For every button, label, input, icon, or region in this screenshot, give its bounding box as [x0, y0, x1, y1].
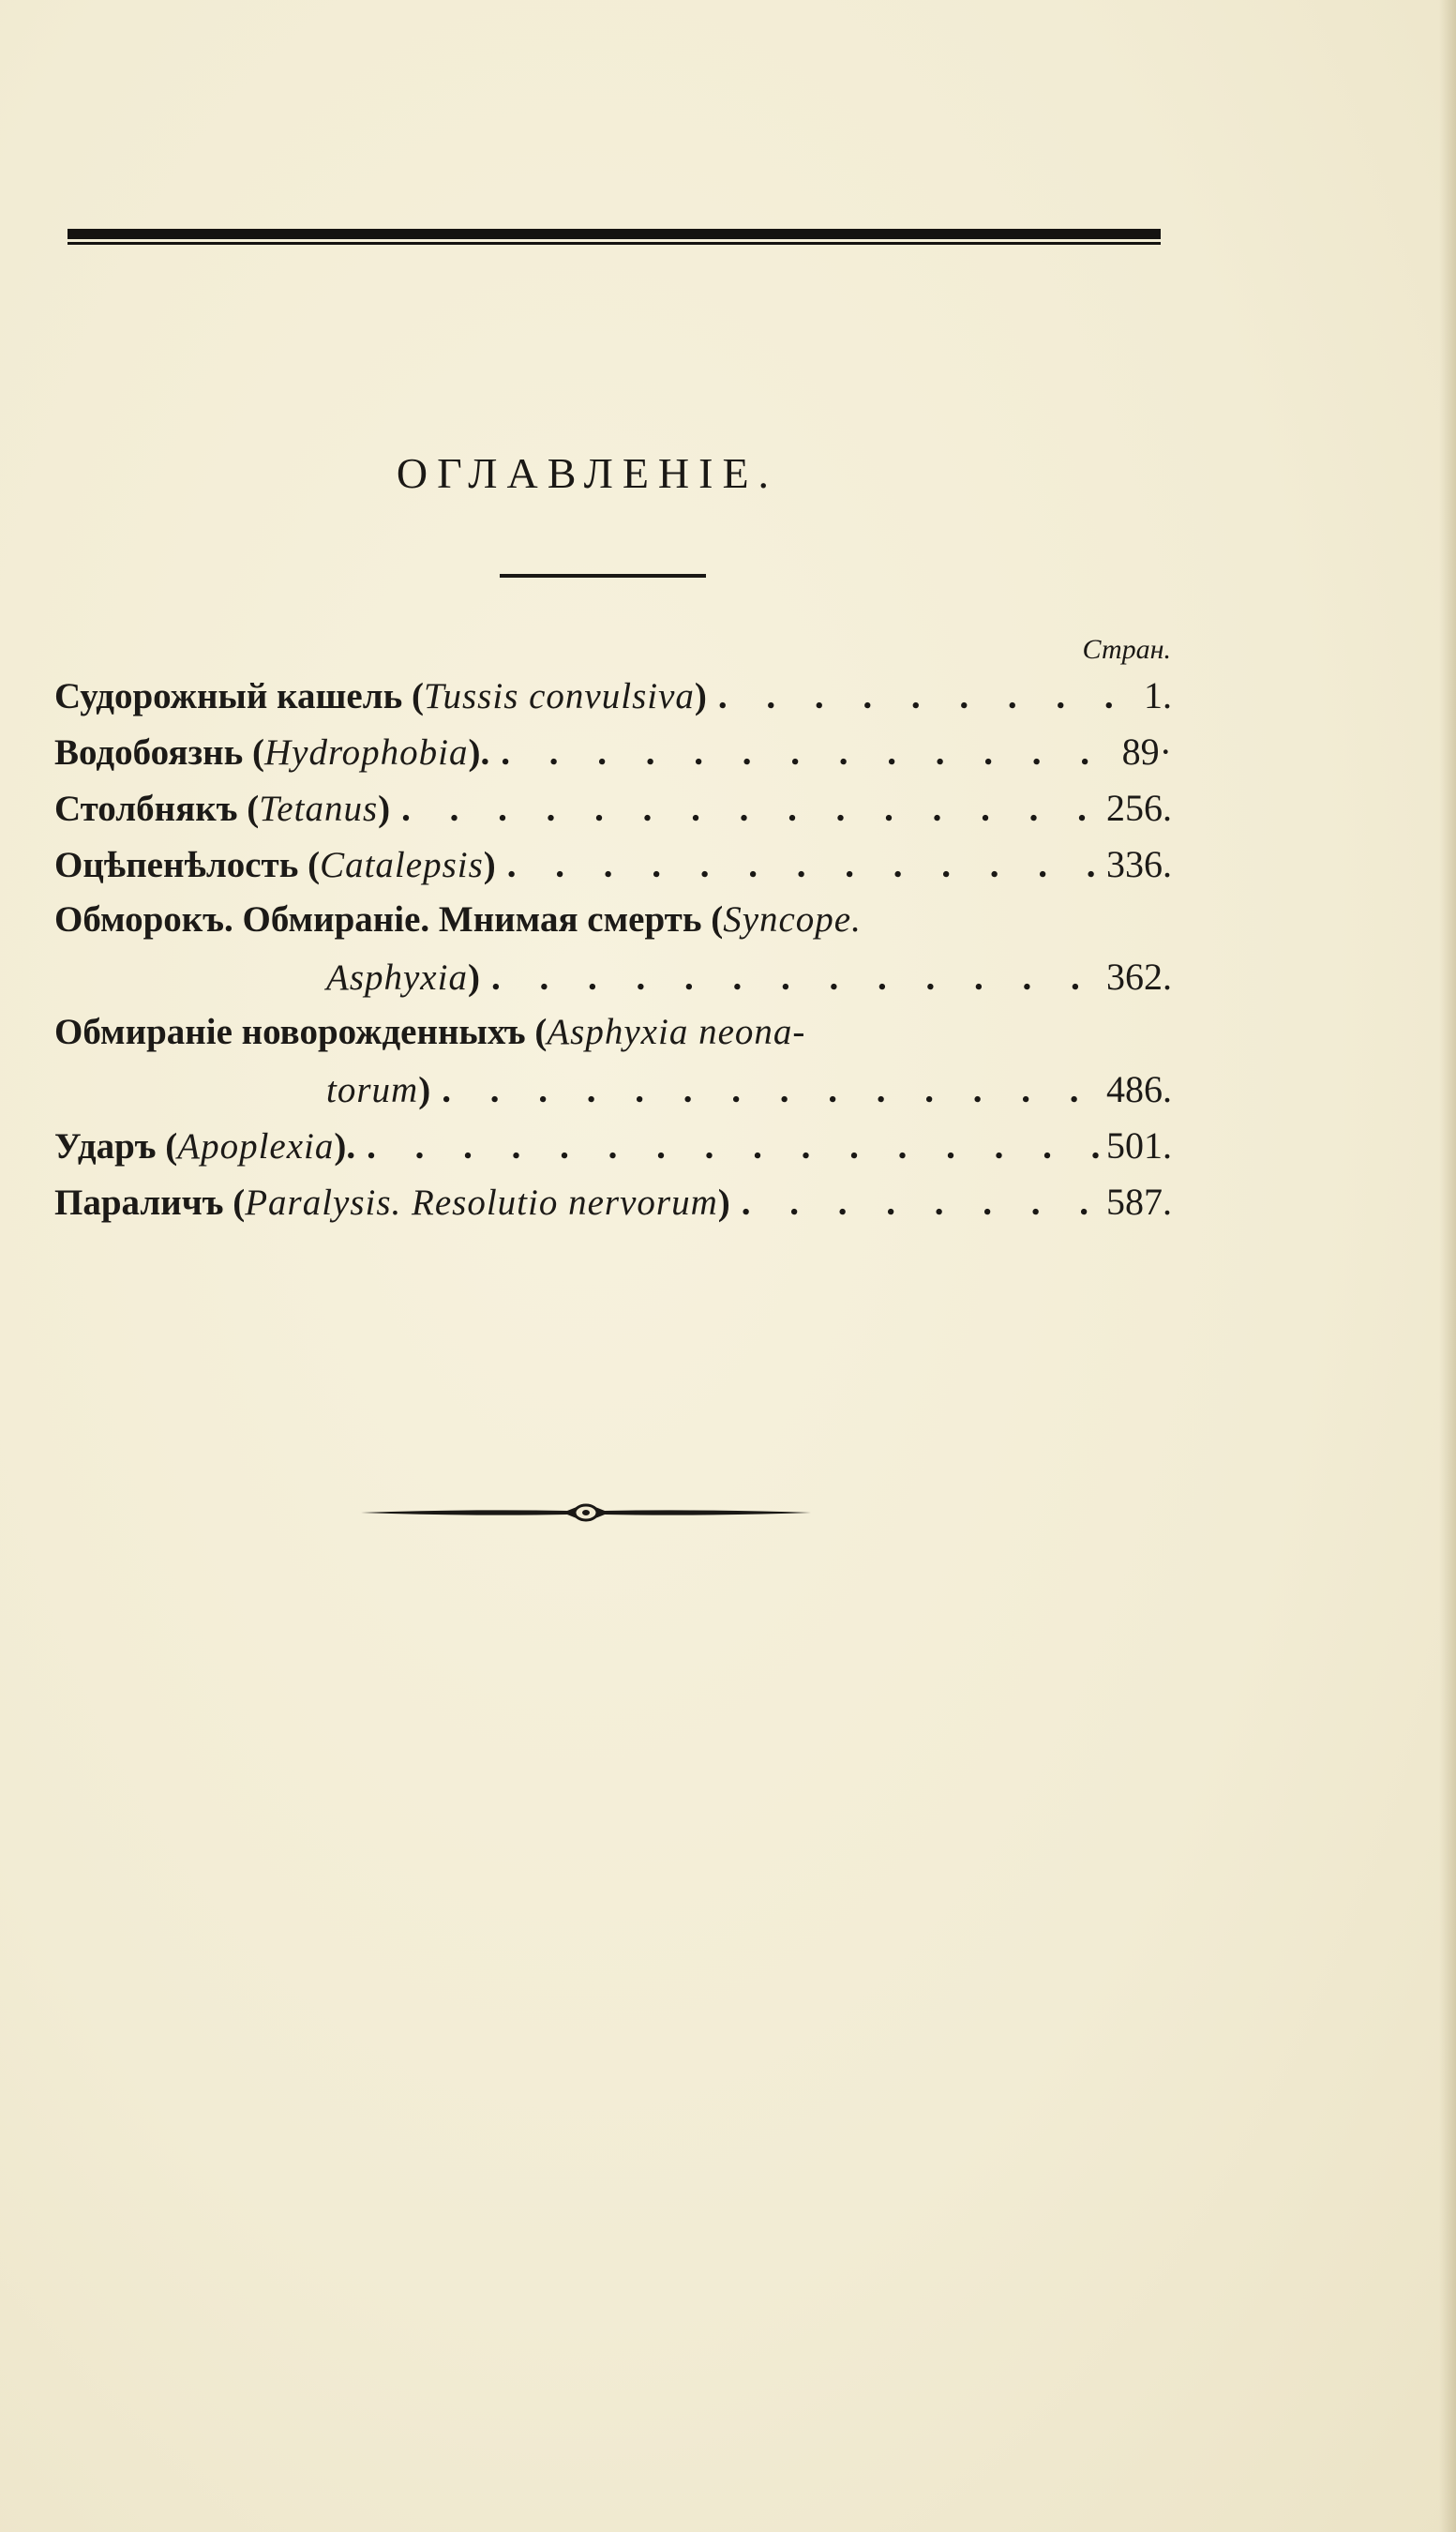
toc-entry-latin: Asphyxia [326, 957, 468, 998]
toc-entry-latin: Syncope. [723, 899, 862, 940]
top-rule-thin-line [68, 242, 1161, 245]
toc-entry-latin: Catalepsis [320, 845, 484, 885]
toc-entry [54, 730, 1172, 786]
toc-entry-title: Параличъ ( [54, 1183, 246, 1223]
toc-entry-title: Оцѣпенѣлость ( [54, 845, 321, 885]
toc-entry-close: ) [694, 676, 707, 716]
toc-entry-close: ) [418, 1070, 431, 1110]
toc-entry-title: Обмираніе новорожденныхъ ( [54, 1012, 548, 1052]
toc-entry-close: ) [483, 845, 496, 885]
toc-leader-dots [390, 788, 1103, 830]
toc-entry-close: ) [717, 1183, 730, 1223]
toc-entry [54, 786, 1172, 842]
toc-entry-page: 1. [1144, 674, 1172, 716]
toc-entry [54, 842, 1172, 898]
toc-entry-page: 362. [1106, 956, 1172, 998]
toc-entry-title: Водобоязнь ( [54, 732, 264, 773]
toc-entry-close: ) [378, 789, 391, 829]
toc-entry [54, 1180, 1172, 1236]
toc-entry [54, 898, 1172, 955]
toc-entry-latin: torum [326, 1070, 419, 1110]
toc-entry-close: ) [467, 957, 480, 998]
ornament-divider-icon [361, 1499, 811, 1527]
toc-entry-page: 89· [1121, 731, 1172, 773]
top-double-rule [68, 229, 1161, 246]
toc-entry-page: 587. [1106, 1181, 1172, 1223]
toc-entry-continuation [54, 955, 1172, 1011]
toc-entry-page: 256. [1106, 787, 1172, 829]
table-of-contents [54, 673, 1172, 1236]
toc-entry-title: Столбнякъ ( [54, 789, 260, 829]
toc-entry-page: 501. [1106, 1124, 1172, 1167]
toc-leader-dots [489, 731, 1118, 774]
toc-entry [54, 673, 1172, 730]
toc-entry-page: 486. [1106, 1068, 1172, 1110]
toc-entry-page: 336. [1106, 843, 1172, 885]
toc-entry [54, 1123, 1172, 1180]
toc-entry-latin: Paralysis. Resolutio nervorum [245, 1183, 718, 1223]
toc-entry-close: ). [334, 1126, 356, 1167]
toc-leader-dots [480, 957, 1103, 999]
toc-entry [54, 1011, 1172, 1067]
page-edge-shadow [1439, 0, 1456, 2532]
toc-entry-title: Судорожный кашель ( [54, 676, 424, 716]
toc-leader-dots [730, 1182, 1103, 1224]
toc-entry-title: Ударъ ( [54, 1126, 178, 1167]
toc-leader-dots [707, 675, 1140, 717]
toc-entry-latin: Apoplexia [177, 1126, 335, 1167]
toc-entry-latin: Tussis convulsiva [423, 676, 695, 716]
toc-leader-dots [355, 1125, 1103, 1168]
top-rule-thick-line [68, 229, 1161, 239]
toc-entry-latin: Hydrophobia [263, 732, 469, 773]
toc-leader-dots [496, 844, 1103, 886]
toc-entry-close: ). [468, 732, 490, 773]
toc-entry-latin: Tetanus [259, 789, 379, 829]
toc-entry-continuation [54, 1067, 1172, 1123]
page-title: ОГЛАВЛЕНІЕ. [396, 449, 779, 497]
toc-entry-title: Обморокъ. Обмираніе. Мнимая смерть ( [54, 899, 724, 940]
page-column-label: Стран. [1082, 634, 1171, 665]
title-underline [500, 574, 706, 578]
toc-leader-dots [430, 1069, 1103, 1111]
toc-entry-latin: Asphyxia neona- [547, 1012, 806, 1052]
